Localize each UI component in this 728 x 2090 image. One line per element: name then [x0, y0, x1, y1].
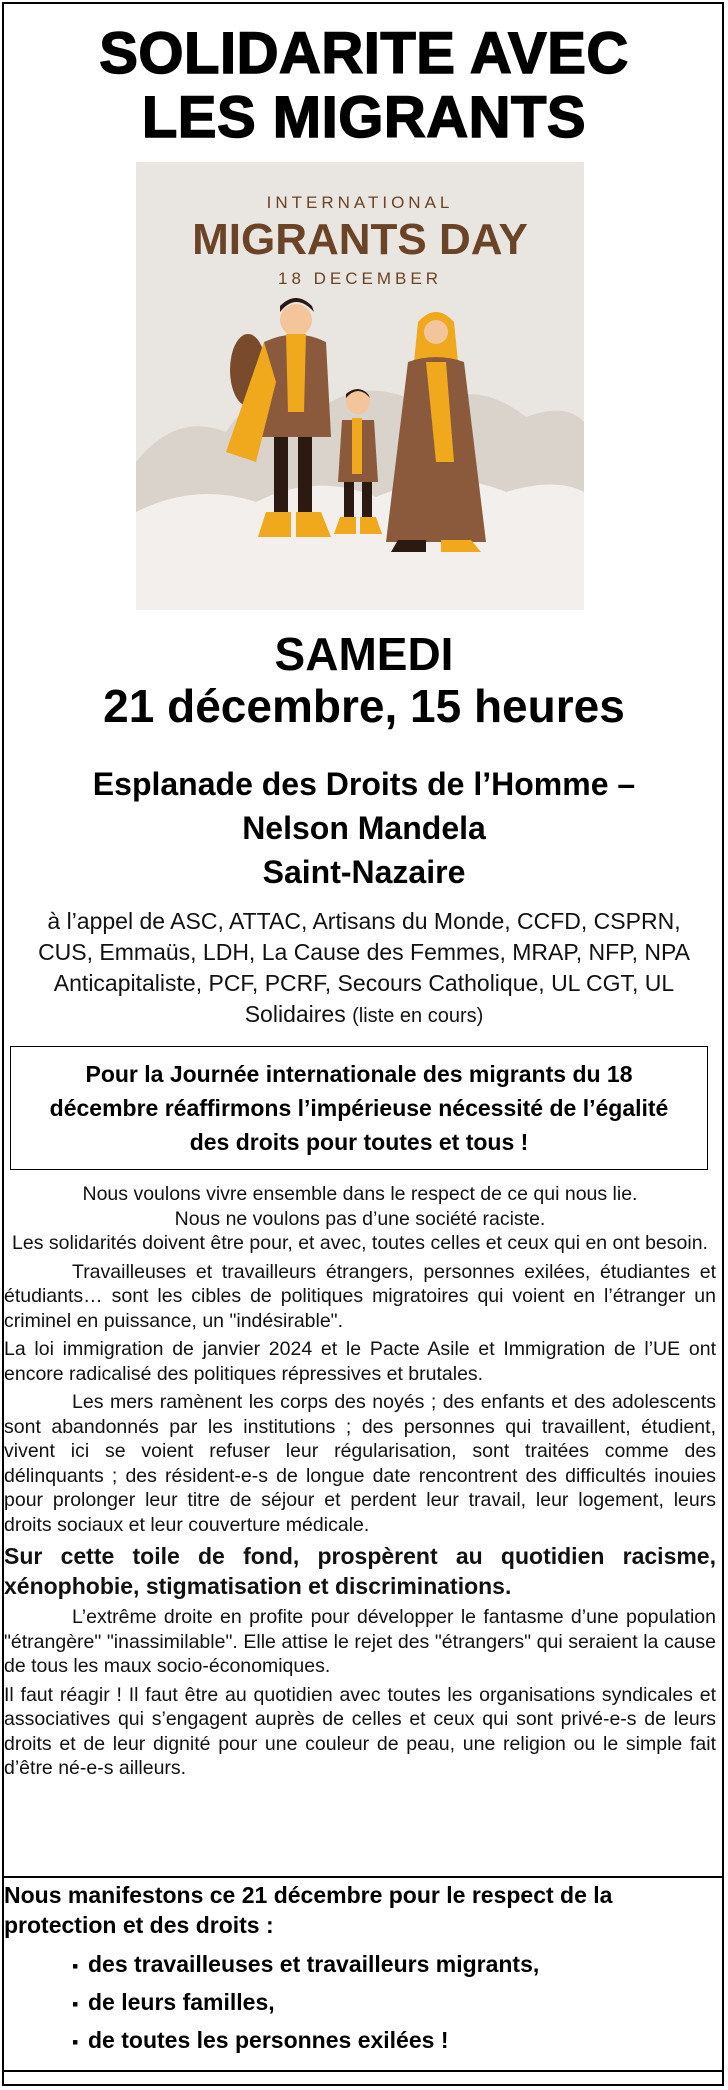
divider	[2, 1876, 724, 1878]
final-list	[4, 1946, 716, 2060]
highlight-text: Pour la Journée internationale des migrants du 18 décembre réaffirmons l’impérieuse nécessité de l’égalité des droits pour toutes et tous !	[49, 1061, 669, 1155]
poster-line-1: INTERNATIONAL	[266, 193, 454, 212]
paragraph-8: L’extrême droite en profite pour développer le fantasme d’une population "étrangère" "inassimilable". Elle attise le rejet des "étrangers" qui seraient la cause de tous les maux socio-économiques.	[4, 1606, 716, 1677]
paragraph-6: Les mers ramènent les corps des noyés ; des enfants et des adolescents sont abandonnés par les institutions ; des personnes qui travaillent, étudient, vivent ici se voient refuser leur régularisation, sont traitées comme des délinquants ; des résident-e-s de longue date rencontrent des difficultés inouies pour prolonger leur titre de séjour et perdent leur travail, leur logement, leurs droits sociaux et leur couverture médicale.	[4, 1391, 716, 1536]
event-time: 21 décembre, 15 heures	[103, 680, 625, 732]
bottom-divider	[2, 2070, 724, 2072]
paragraph-9: Il faut réagir ! Il faut être au quotidien avec toutes les organisations syndicales et associatives qui s’engagent auprès de celles et ceux qui sont privé-e-s de leurs droits et de leur dignité pour une couleur de peau, une religion ou le simple fait d’être né-e-s ailleurs.	[4, 1683, 716, 1779]
final-intro: Nous manifestons ce 21 décembre pour le respect de la protection et des droits :	[4, 1882, 613, 1938]
title-line-2: LES MIGRANTS	[141, 85, 587, 150]
highlight-box	[10, 1046, 708, 1170]
paragraph-4: Travailleuses et travailleurs étrangers, personnes exilées, étudiantes et étudiants… sont les cibles de politiques migratoires qui voient en l’étranger un criminel en puissance, un "indésirable".	[4, 1260, 716, 1332]
title-line-1: SOLIDARITE AVEC	[99, 21, 629, 86]
page-title	[0, 22, 728, 150]
paragraph-3: Les solidarités doivent être pour, et avec, toutes celles et ceux qui en ont besoin.	[12, 1232, 708, 1254]
poster-line-2: MIGRANTS DAY	[192, 215, 528, 264]
paragraph-1: Nous voulons vivre ensemble dans le respect de ce qui nous lie.	[82, 1183, 638, 1205]
paragraph-5: La loi immigration de janvier 2024 et le Pacte Asile et Immigration de l’UE ont encore radicalisé des politiques répressives et brutales.	[4, 1338, 716, 1385]
event-place	[0, 762, 728, 894]
place-line-1: Esplanade des Droits de l’Homme –	[92, 766, 636, 802]
list-item: ▪ de toutes les personnes exilées !	[4, 2022, 716, 2060]
poster-illustration	[136, 162, 584, 610]
list-item: ▪ de leurs familles,	[4, 1984, 716, 2022]
paragraph-7: Sur cette toile de fond, prospèrent au quotidien racisme, xénophobie, stigmatisation et discriminations.	[4, 1543, 716, 1599]
place-line-2: Nelson Mandela	[242, 810, 486, 846]
list-item: ▪ des travailleuses et travailleurs migrants,	[4, 1946, 716, 1984]
organizers-note: (liste en cours)	[352, 1005, 484, 1027]
body-text	[4, 1182, 716, 1781]
event-day: SAMEDI	[274, 628, 454, 680]
poster-line-3: 18 DECEMBER	[278, 269, 442, 288]
migrants-day-poster	[136, 162, 584, 610]
final-statement	[4, 1880, 716, 2060]
place-line-3: Saint-Nazaire	[262, 854, 466, 890]
paragraph-2: Nous ne voulons pas d’une société raciste.	[174, 1207, 546, 1230]
organizers-call	[30, 906, 698, 1032]
organizers-list: à l’appel de ASC, ATTAC, Artisans du Monde, CCFD, CSPRN, CUS, Emmaüs, LDH, La Cause des Femmes, MRAP, NFP, NPA Anticapitaliste, PCF, PCRF, Secours Catholique, UL CGT, UL Solidaires	[38, 908, 690, 1027]
